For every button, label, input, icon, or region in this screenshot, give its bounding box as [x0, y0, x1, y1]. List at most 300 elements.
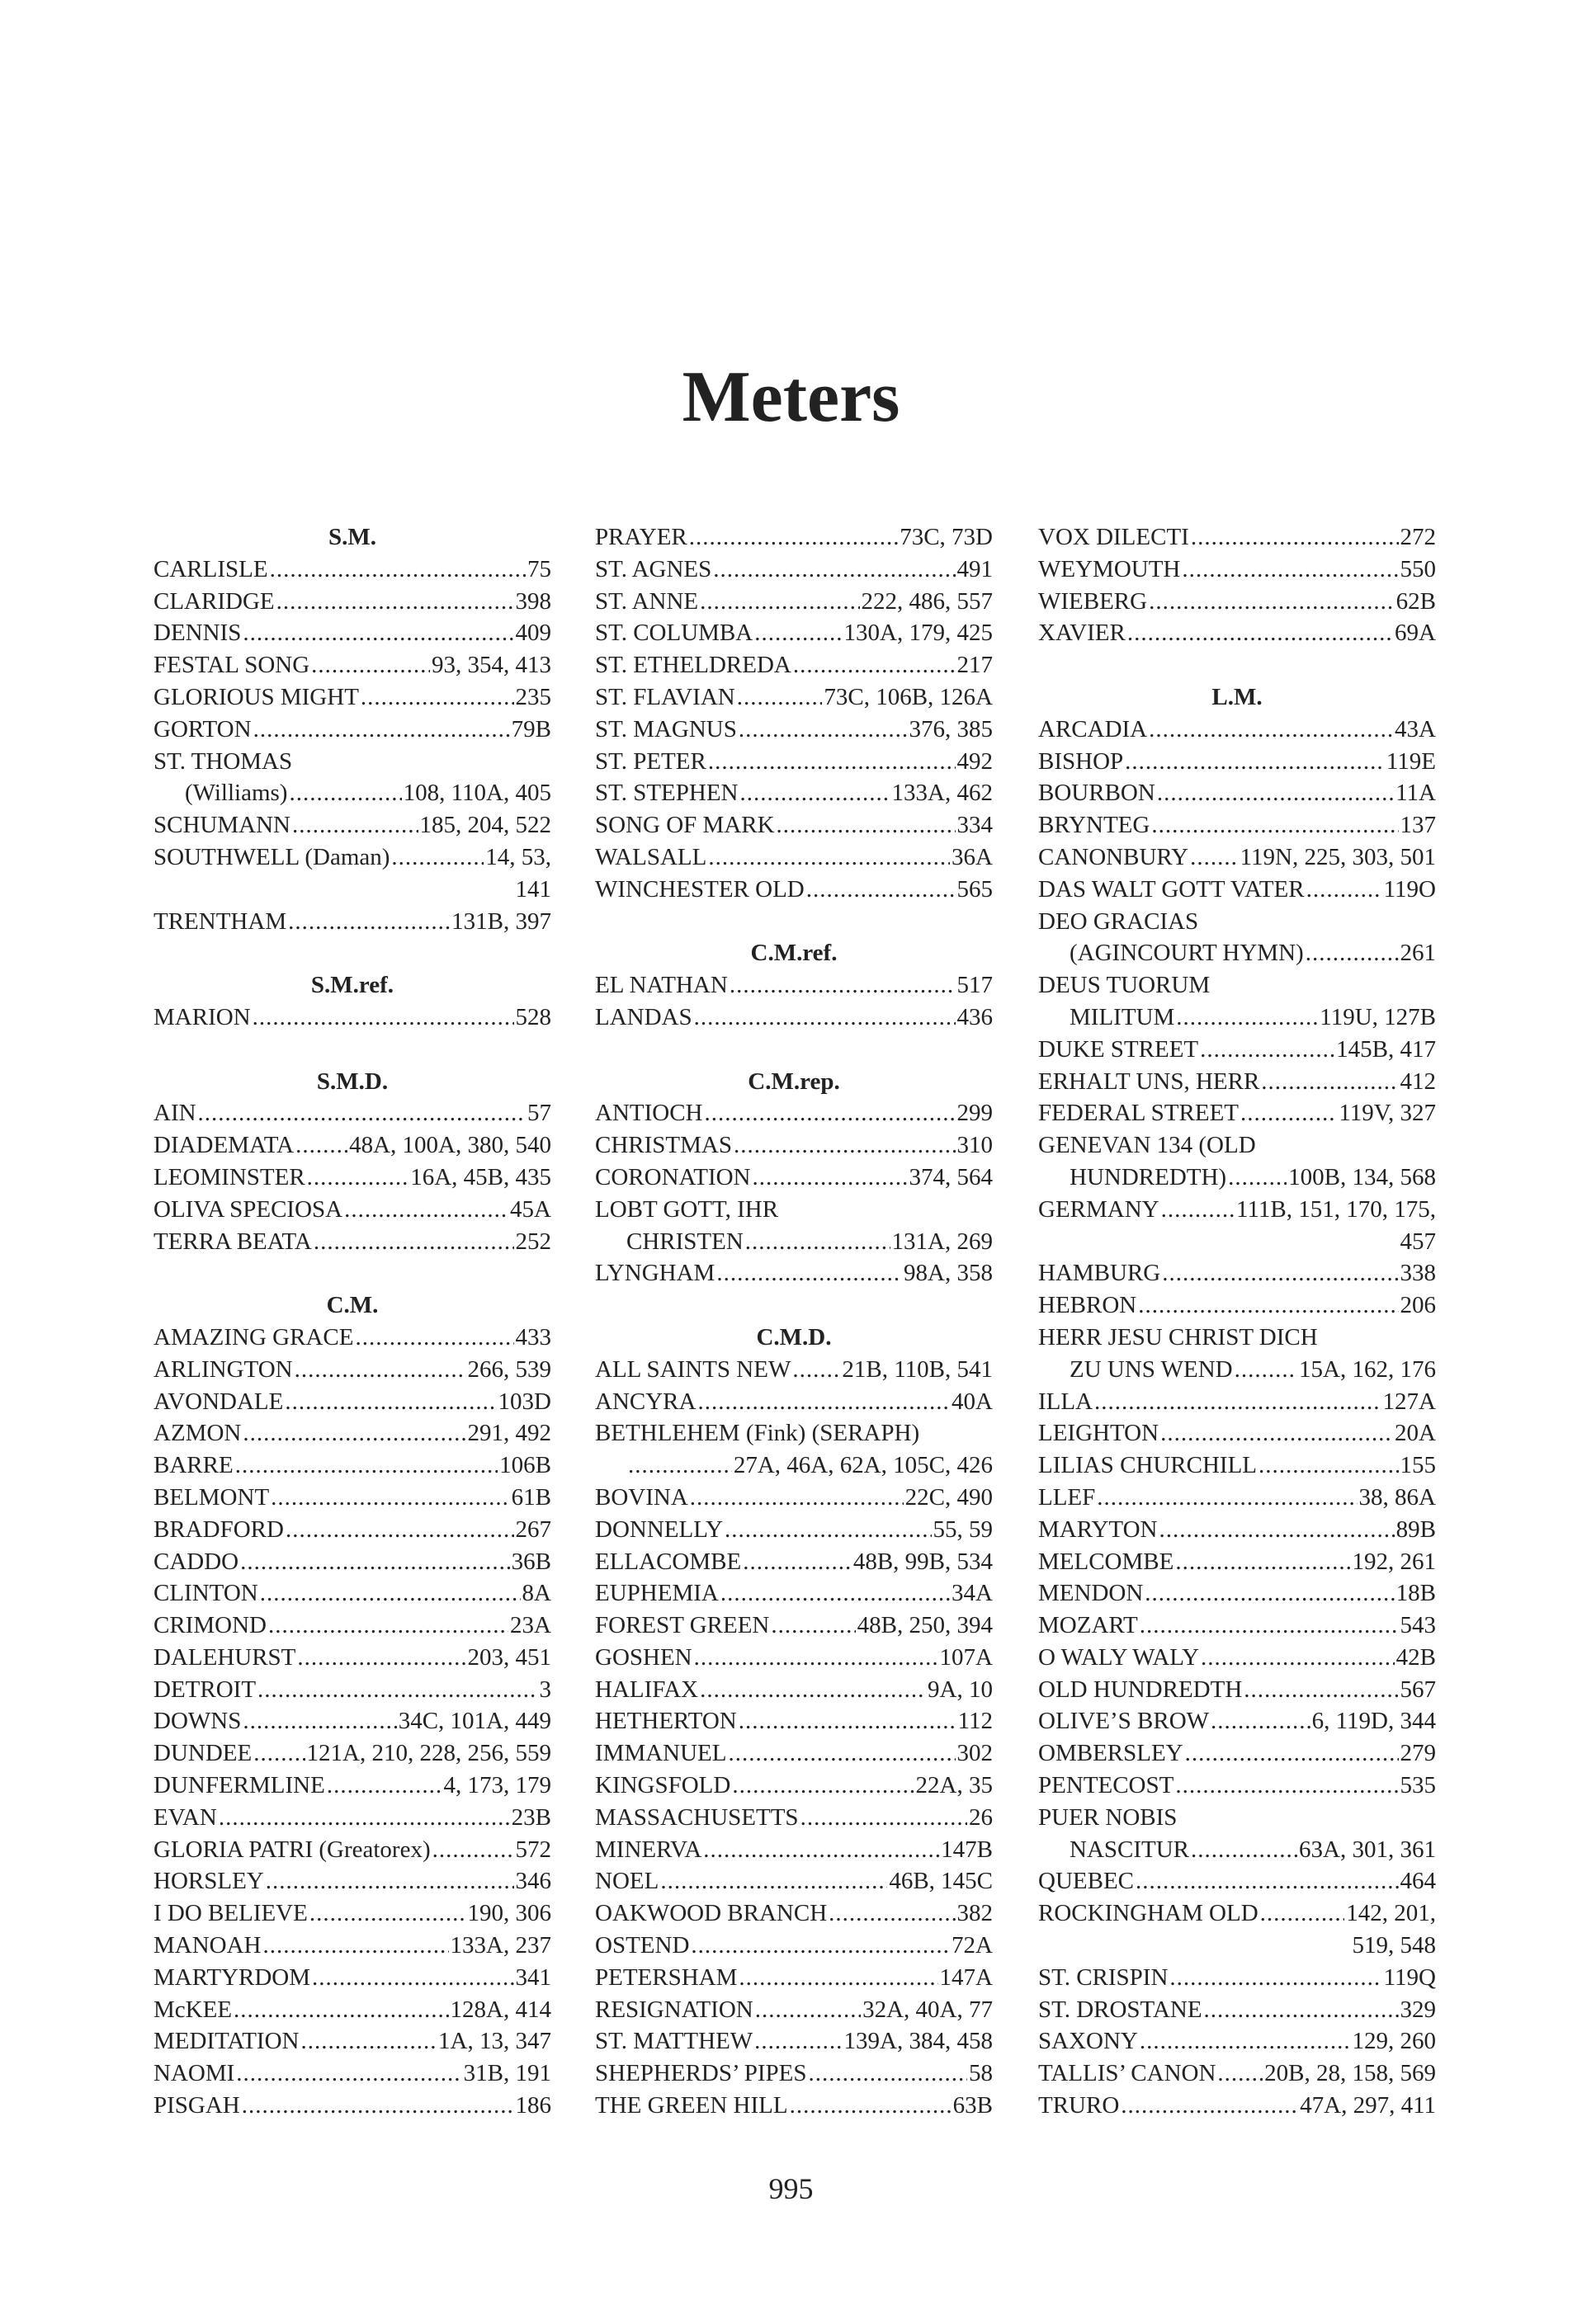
hymn-numbers: 34A: [952, 1580, 993, 1607]
tune-entry: [1038, 874, 1436, 906]
tune-name: GOSHEN: [595, 1643, 692, 1671]
hymn-numbers: 291, 492: [467, 1420, 551, 1447]
hymn-numbers: 433: [515, 1323, 551, 1351]
hymn-numbers: 279: [1400, 1740, 1436, 1767]
meter-section: [153, 969, 551, 1034]
tune-name: CADDO: [153, 1548, 239, 1575]
dot-leader: [1306, 937, 1399, 969]
tune-entry: [595, 1354, 993, 1386]
tune-name: BARRE: [153, 1452, 234, 1479]
dot-leader: [295, 1354, 466, 1386]
tune-line: [595, 969, 993, 1002]
tune-line: [153, 746, 551, 778]
hymn-numbers: 63B: [952, 2092, 993, 2119]
tune-name: PETERSHAM: [595, 1963, 738, 1991]
dot-leader: [276, 586, 514, 618]
tune-line: [153, 1994, 551, 2026]
hymn-numbers-continued: 141: [515, 875, 551, 903]
hymn-numbers: 147A: [939, 1963, 993, 1991]
dot-leader: [236, 2058, 461, 2090]
hymn-numbers: 565: [956, 875, 993, 903]
tune-name: DUNFERMLINE: [153, 1772, 325, 1799]
tune-entry: [595, 586, 993, 618]
tune-line: [595, 1705, 993, 1737]
hymn-numbers: 11A: [1395, 780, 1436, 807]
tune-name: ST. STEPHEN: [595, 780, 739, 807]
tune-name: ERHALT UNS, HERR: [1038, 1068, 1260, 1095]
tune-entry: [595, 1994, 993, 2026]
hymn-numbers: 130A, 179, 425: [843, 620, 993, 647]
tune-name: HETHERTON: [595, 1708, 737, 1735]
tune-line: [595, 1577, 993, 1610]
tune-line: [153, 554, 551, 586]
tune-line: [153, 681, 551, 714]
tune-name: LYNGHAM: [595, 1260, 715, 1287]
hymn-numbers: 464: [1400, 1868, 1436, 1895]
dot-leader: [700, 1674, 926, 1706]
dot-leader: [1138, 1289, 1398, 1322]
dot-leader: [1182, 554, 1398, 586]
tune-entry: [1038, 1642, 1436, 1674]
tune-line: [595, 1129, 993, 1162]
tune-entry: [153, 2025, 551, 2058]
tune-line: [1038, 1865, 1436, 1897]
tune-line: [1038, 937, 1436, 969]
hymn-numbers: 492: [956, 747, 993, 775]
tune-subname: NASCITUR: [1070, 1836, 1190, 1863]
tune-line: [1038, 874, 1436, 906]
index-column-3: [1038, 521, 1436, 2154]
hymn-numbers: 436: [956, 1003, 993, 1030]
dot-leader: [1175, 1546, 1350, 1578]
tune-name: SONG OF MARK: [595, 812, 775, 839]
tune-name: ST. PETER: [595, 747, 706, 775]
hymn-numbers: 409: [515, 620, 551, 647]
dot-leader: [703, 1834, 939, 1866]
hymn-numbers: 1A, 13, 347: [438, 2028, 551, 2055]
tune-line: [1038, 1962, 1436, 1994]
dot-leader: [344, 1194, 508, 1226]
dot-leader: [263, 1930, 449, 1962]
tune-name: SCHUMANN: [153, 812, 290, 839]
hymn-numbers: 528: [515, 1003, 551, 1030]
dot-leader: [720, 1577, 950, 1610]
tune-entry: [1038, 1034, 1436, 1066]
hymn-numbers: 222, 486, 557: [861, 587, 993, 615]
dot-leader: [1159, 1514, 1395, 1546]
tune-entry: [1038, 1289, 1436, 1322]
tune-entry: [595, 1834, 993, 1866]
tune-entry: [153, 1610, 551, 1642]
tune-entry: [1038, 2025, 1436, 2058]
tune-name: BISHOP: [1038, 747, 1124, 775]
hymn-numbers: 89B: [1395, 1516, 1436, 1543]
meter-heading: C.M.: [326, 1292, 379, 1319]
tune-entry: [153, 1737, 551, 1770]
hymn-numbers: 517: [956, 972, 993, 999]
dot-leader: [309, 1897, 466, 1930]
hymn-numbers: 20B, 28, 158, 569: [1264, 2060, 1436, 2087]
dot-leader: [242, 2090, 514, 2122]
tune-name: ST. FLAVIAN: [595, 683, 735, 710]
hymn-numbers: 119E: [1386, 747, 1436, 775]
tune-name: ILLA: [1038, 1388, 1093, 1415]
dot-leader: [289, 777, 401, 809]
tune-line: [153, 1834, 551, 1866]
tune-entry: [1038, 1737, 1436, 1770]
tune-line: [153, 809, 551, 841]
dot-leader: [739, 714, 908, 746]
tune-line: [1038, 521, 1436, 554]
tune-line: [1038, 2058, 1436, 2090]
tune-entry: [595, 969, 993, 1002]
tune-name: GLORIOUS MIGHT: [153, 683, 359, 710]
dot-leader: [327, 1770, 442, 1802]
tune-entry: [153, 1930, 551, 1962]
tune-name: VOX DILECTI: [1038, 524, 1189, 550]
dot-leader: [295, 1129, 347, 1162]
tune-line: [1038, 1642, 1436, 1674]
tune-name: BOURBON: [1038, 780, 1155, 807]
dot-leader: [1157, 777, 1394, 809]
tune-name: BOVINA: [595, 1483, 688, 1511]
dot-leader: [1260, 1897, 1345, 1930]
dot-leader: [700, 586, 859, 618]
tune-name: ST. ANNE: [595, 587, 699, 615]
dot-leader: [1140, 2025, 1351, 2058]
tune-entry: [595, 777, 993, 809]
tune-name: DEUS TUORUM: [1038, 972, 1211, 999]
hymn-numbers: 185, 204, 522: [419, 812, 551, 839]
hymn-numbers: 302: [956, 1740, 993, 1767]
tune-line: [153, 1450, 551, 1482]
dot-leader: [1259, 1450, 1398, 1482]
dot-leader: [1121, 2090, 1298, 2122]
hymn-numbers: 32A, 40A, 77: [862, 1996, 993, 2023]
tune-entry: [595, 1194, 993, 1258]
tune-line: [153, 1737, 551, 1770]
tune-line: [595, 841, 993, 874]
tune-name: OAKWOOD BRANCH: [595, 1900, 828, 1927]
tune-entry: [1038, 1386, 1436, 1418]
tune-line: [1038, 1289, 1436, 1322]
tune-name: ST. CRISPIN: [1038, 1963, 1169, 1991]
tune-name: ANTIOCH: [595, 1100, 703, 1127]
dot-leader: [253, 714, 510, 746]
dot-leader: [260, 1577, 521, 1610]
tune-name: DETROIT: [153, 1676, 257, 1703]
tune-line: [595, 1610, 993, 1642]
hymn-numbers: 45A: [510, 1195, 551, 1223]
tune-entry: [153, 2090, 551, 2122]
tune-entry: [595, 1577, 993, 1610]
tune-line: [153, 617, 551, 649]
tune-name: CHRISTMAS: [595, 1132, 732, 1159]
tune-line: [153, 649, 551, 681]
tune-entry: [595, 1770, 993, 1802]
meter-section: [1038, 521, 1436, 649]
tune-line: [595, 2058, 993, 2090]
meter-section: [153, 1289, 551, 2122]
tune-entry: [153, 2058, 551, 2090]
tune-entry: [595, 1097, 993, 1129]
tune-entry: [153, 1546, 551, 1578]
tune-name: HORSLEY: [153, 1868, 264, 1895]
tune-entry: [153, 1705, 551, 1737]
tune-name: DONNELLY: [595, 1516, 723, 1543]
tune-entry: [595, 1129, 993, 1162]
tune-line: [153, 1129, 551, 1162]
tune-line: [153, 1802, 551, 1834]
tune-entry: [153, 586, 551, 618]
tune-line: [153, 1097, 551, 1129]
tune-name: TALLIS’ CANON: [1038, 2060, 1216, 2087]
tune-name: EL NATHAN: [595, 972, 728, 999]
tune-entry: [595, 1737, 993, 1770]
tune-line: [595, 1897, 993, 1930]
tune-name: CLARIDGE: [153, 587, 275, 615]
tune-entry: [1038, 1802, 1436, 1866]
tune-name: ST. COLUMBA: [595, 620, 753, 647]
dot-leader: [288, 906, 450, 938]
hymn-numbers: 334: [956, 812, 993, 839]
tune-entry: [1038, 1322, 1436, 1386]
tune-line: [595, 1257, 993, 1289]
tune-entry: [595, 1930, 993, 1962]
tune-entry: [1038, 1994, 1436, 2026]
tune-line: [1038, 809, 1436, 841]
tune-line: [595, 714, 993, 746]
tune-line: [1038, 1417, 1436, 1450]
tune-name: HAMBURG: [1038, 1260, 1161, 1287]
tune-name: FOREST GREEN: [595, 1612, 770, 1639]
tune-line: [1038, 1257, 1436, 1289]
dot-leader: [1149, 714, 1393, 746]
tune-name: MANOAH: [153, 1932, 262, 1959]
tune-line: [1038, 1674, 1436, 1706]
hymn-numbers: 16A, 45B, 435: [410, 1163, 551, 1190]
tune-name: TRENTHAM: [153, 907, 287, 935]
tune-entry: [595, 1162, 993, 1194]
tune-entry: [1038, 1514, 1436, 1546]
tune-name: LEIGHTON: [1038, 1420, 1159, 1447]
tune-name: DALEHURST: [153, 1643, 296, 1671]
hymn-numbers: 139A, 384, 458: [843, 2028, 993, 2055]
tune-name: ELLACOMBE: [595, 1548, 742, 1575]
hymn-numbers: 73C, 106B, 126A: [824, 683, 993, 710]
dot-leader: [307, 1162, 409, 1194]
tune-line: [595, 617, 993, 649]
tune-name: CLINTON: [153, 1580, 258, 1607]
tune-line: [595, 777, 993, 809]
hymn-numbers: 119V, 327: [1339, 1100, 1436, 1127]
dot-leader: [806, 874, 956, 906]
meter-section: [1038, 681, 1436, 2122]
dot-leader: [1151, 809, 1398, 841]
tune-subname: CHRISTEN: [626, 1228, 744, 1255]
tune-name: RESIGNATION: [595, 1996, 753, 2023]
tune-line: [1038, 1737, 1436, 1770]
dot-leader: [739, 777, 890, 809]
tune-name: ST. MAGNUS: [595, 715, 737, 742]
tune-entry: [595, 649, 993, 681]
dot-leader: [1217, 2058, 1263, 2090]
tune-entry: [1038, 1257, 1436, 1289]
dot-leader: [1261, 1066, 1398, 1098]
tune-name: ST. DROSTANE: [1038, 1996, 1202, 2023]
dot-leader: [1125, 746, 1385, 778]
dot-leader: [691, 1930, 950, 1962]
tune-entry: [595, 521, 993, 554]
tune-entry: [1038, 1610, 1436, 1642]
tune-entry: [153, 714, 551, 746]
hymn-numbers: 21B, 110B, 541: [842, 1355, 993, 1383]
hymn-numbers: 36A: [952, 843, 993, 870]
tune-line: [1038, 1097, 1436, 1129]
tune-entry: [1038, 1770, 1436, 1802]
tune-line: [595, 1386, 993, 1418]
dot-leader: [730, 969, 956, 1002]
dot-leader: [253, 1737, 305, 1770]
hymn-numbers: 142, 201,: [1346, 1900, 1436, 1927]
hymn-numbers: 9A, 10: [928, 1676, 993, 1703]
tune-line: [1038, 746, 1436, 778]
hymn-numbers: 26: [969, 1803, 993, 1831]
dot-leader: [1306, 874, 1382, 906]
hymn-numbers: 310: [956, 1132, 993, 1159]
tune-entry: [1038, 586, 1436, 618]
tune-name: LLEF: [1038, 1483, 1096, 1511]
tune-line: [1038, 714, 1436, 746]
dot-leader: [737, 681, 823, 714]
tune-entry: [1038, 1865, 1436, 1897]
dot-leader: [270, 554, 526, 586]
tune-entry: [153, 746, 551, 810]
tune-name: PRAYER: [595, 524, 687, 550]
dot-leader: [292, 809, 418, 841]
hymn-numbers: 31B, 191: [463, 2060, 551, 2087]
tune-line: [153, 1930, 551, 1962]
tune-name: AMAZING GRACE: [153, 1323, 354, 1351]
tune-line: [1038, 1770, 1436, 1802]
hymn-numbers: 8A: [522, 1580, 551, 1607]
tune-entry: [595, 554, 993, 586]
tune-entry: [1038, 2058, 1436, 2090]
tune-name: DOWNS: [153, 1708, 242, 1735]
dot-leader: [1235, 1354, 1297, 1386]
dot-leader: [729, 1737, 956, 1770]
hymn-numbers: 36B: [511, 1548, 551, 1575]
tune-name: CANONBURY: [1038, 843, 1189, 870]
tune-line: [595, 586, 993, 618]
tune-entry: [595, 1642, 993, 1674]
tune-name: I DO BELIEVE: [153, 1900, 308, 1927]
dot-leader: [266, 1865, 514, 1897]
dot-leader: [1097, 1482, 1357, 1514]
tune-line: [1038, 2090, 1436, 2122]
hymn-numbers: 47A, 297, 411: [1300, 2092, 1436, 2119]
tune-line: [595, 1482, 993, 1514]
tune-line: [153, 1354, 551, 1386]
tune-line: [1038, 1514, 1436, 1546]
tune-line: [153, 1386, 551, 1418]
tune-entry: [153, 1417, 551, 1450]
tune-entry: [595, 681, 993, 714]
hymn-numbers: 27A, 46A, 62A, 105C, 426: [733, 1452, 993, 1479]
tune-line: [1038, 1162, 1436, 1194]
hymn-numbers: 93, 354, 413: [432, 652, 551, 679]
tune-name: GLORIA PATRI (Greatorex): [153, 1836, 431, 1863]
tune-entry: [153, 841, 551, 906]
hymn-numbers: 190, 306: [467, 1900, 551, 1927]
dot-leader: [708, 841, 950, 874]
tune-name: MASSACHUSETTS: [595, 1803, 799, 1831]
tune-name: AIN: [153, 1100, 196, 1127]
dot-leader: [432, 1834, 514, 1866]
meter-heading: L.M.: [1211, 683, 1263, 710]
dot-leader: [1204, 1994, 1399, 2026]
dot-leader: [257, 1674, 537, 1706]
dot-leader: [690, 1482, 904, 1514]
tune-name: ANCYRA: [595, 1388, 697, 1415]
tune-line: [595, 1994, 993, 2026]
dot-leader: [716, 1257, 902, 1289]
tune-line: [153, 906, 551, 938]
hymn-numbers: 133A, 237: [450, 1932, 551, 1959]
tune-entry: [153, 1482, 551, 1514]
tune-name: OLD HUNDREDTH: [1038, 1676, 1243, 1703]
tune-name: ROCKINGHAM OLD: [1038, 1900, 1259, 1927]
tune-name: GENEVAN 134 (OLD: [1038, 1132, 1256, 1159]
dot-leader: [809, 2058, 968, 2090]
dot-leader: [300, 2025, 437, 2058]
tune-line: [1038, 617, 1436, 649]
tune-name: WALSALL: [595, 843, 707, 870]
dot-leader: [1240, 1097, 1337, 1129]
tune-entry: [153, 1322, 551, 1354]
dot-leader: [271, 1482, 509, 1514]
tune-line: [1038, 586, 1436, 618]
hymn-numbers: 299: [956, 1100, 993, 1127]
tune-entry: [153, 1097, 551, 1129]
tune-line: [1038, 1002, 1436, 1034]
tune-name: CRIMOND: [153, 1612, 267, 1639]
tune-line: [1038, 1322, 1436, 1354]
tune-name: OMBERSLEY: [1038, 1740, 1183, 1767]
tune-entry: [153, 681, 551, 714]
tune-line: [1038, 2025, 1436, 2058]
tune-line: [1038, 1546, 1436, 1578]
meter-section: [595, 937, 993, 1033]
hymn-numbers: 79B: [511, 715, 551, 742]
index-column-2: [595, 521, 993, 2154]
hymn-numbers: 18B: [1395, 1580, 1436, 1607]
hymn-numbers: 42B: [1395, 1643, 1436, 1671]
tune-line: [153, 1002, 551, 1034]
tune-line: [595, 1097, 993, 1129]
hymn-numbers: 106B: [499, 1452, 551, 1479]
hymn-numbers: 346: [515, 1868, 551, 1895]
tune-entry: [1038, 1962, 1436, 1994]
hymn-numbers: 272: [1400, 524, 1436, 550]
hymn-numbers: 127A: [1382, 1388, 1436, 1415]
dot-leader: [1160, 1417, 1393, 1450]
hymn-numbers: 374, 564: [909, 1163, 993, 1190]
hymn-numbers: 98A, 358: [904, 1260, 993, 1287]
tune-line: [1038, 1482, 1436, 1514]
meter-heading: C.M.ref.: [750, 940, 838, 967]
tune-entry: [595, 874, 993, 906]
